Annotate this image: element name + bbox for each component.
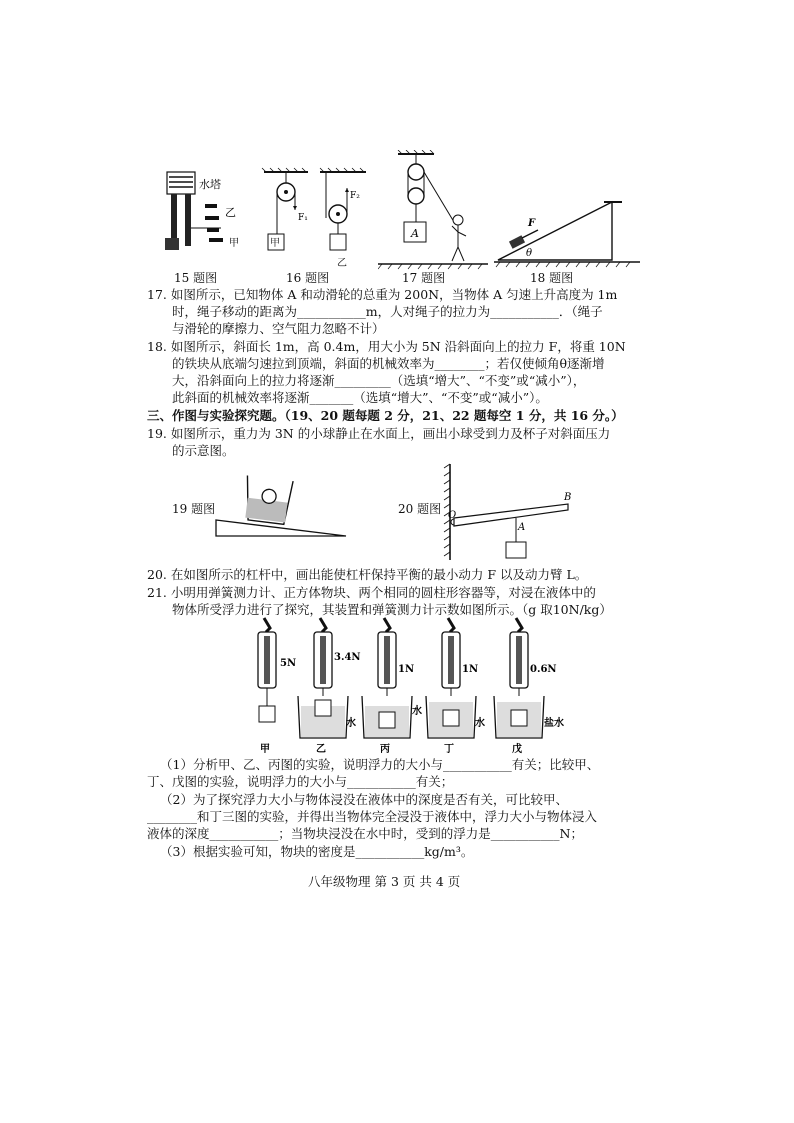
- reading-bing: 1N: [398, 664, 415, 675]
- fig19-caption: 19 题图: [172, 502, 216, 516]
- label-ding: 丁: [444, 744, 454, 754]
- fig16-f2: F₂: [350, 191, 360, 201]
- reading-jia: 5N: [280, 658, 297, 669]
- label-bing: 丙: [380, 744, 390, 754]
- fig15-tower-label: 水塔: [199, 178, 221, 191]
- q18-line3: 大，沿斜面向上的拉力将逐渐_________（选填“增大”、“不变”或“减小”），: [172, 373, 586, 388]
- liquid-wu: 盐水: [544, 718, 564, 729]
- label-jia: 甲: [260, 744, 270, 754]
- fig20-caption: 20 题图: [398, 502, 442, 516]
- fig16-yi: 乙: [337, 258, 347, 269]
- fig16-caption: 16 题图: [286, 271, 330, 285]
- spring-scale-jia: [258, 618, 276, 722]
- figure-21: [240, 614, 570, 754]
- q21-p2-line2: ________和丁三图的实验，并得出当物体完全浸没于液体中，浮力大小与物体浸入: [147, 809, 598, 824]
- fig15-jia-label: 甲: [229, 238, 239, 249]
- fig18-caption: 18 题图: [530, 271, 574, 285]
- spring-scale-wu: [494, 618, 544, 738]
- figure-20: [440, 460, 580, 560]
- fig18-angle: θ: [526, 248, 533, 259]
- liquid-yi: 水: [346, 718, 356, 729]
- q18-line2: 的铁块从底端匀速拉到顶端，斜面的机械效率为________；若仅使倾角θ逐渐增: [172, 356, 605, 371]
- figure-16: [258, 166, 378, 266]
- figure-17: [378, 150, 488, 270]
- reading-wu: 0.6N: [530, 664, 557, 675]
- spring-scale-ding: [426, 618, 479, 738]
- fig20-b: B: [564, 492, 572, 503]
- q18-line4: 此斜面的机械效率将逐渐_______（选填“增大”、“不变”或“减小”）。: [172, 390, 548, 405]
- q19-line2: 的示意图。: [172, 443, 235, 458]
- label-yi: 乙: [316, 744, 326, 754]
- figure-15: [155, 168, 245, 268]
- reading-ding: 1N: [462, 664, 479, 675]
- q17-line3: 与滑轮的摩擦力、空气阻力忽略不计）: [172, 321, 385, 336]
- figure-18: [494, 198, 640, 268]
- fig20-a: A: [518, 522, 526, 533]
- fig15-caption: 15 题图: [174, 271, 218, 285]
- figure-19: [214, 470, 354, 540]
- q21-p2-line3: 液体的深度___________；当物块浸没在水中时，受到的浮力是___________N；: [147, 826, 583, 841]
- q18-line1: 18. 如图所示，斜面长 1m，高 0.4m，用大小为 5N 沿斜面向上的拉力 F，将重 10N: [147, 339, 626, 354]
- fig16-jia: 甲: [270, 238, 280, 249]
- q19-line1: 19. 如图所示，重力为 3N 的小球静止在水面上，画出小球受到力及杯子对斜面压力: [147, 426, 611, 441]
- q21-p1-line2: 丁、戊图的实验，说明浮力的大小与___________有关；: [147, 774, 454, 789]
- spring-scale-yi: [298, 618, 348, 738]
- fig15-yi-label: 乙: [225, 206, 236, 219]
- q21-p1-line1: （1）分析甲、乙、丙图的实验，说明浮力的大小与___________有关；比较甲、: [160, 757, 600, 772]
- q17-line1: 17. 如图所示，已知物体 A 和动滑轮的总重为 200N，当物体 A 匀速上升高度为 1m: [147, 287, 618, 302]
- spring-scale-bing: [362, 618, 415, 738]
- label-wu: 戊: [512, 744, 522, 754]
- page-footer: 八年级物理 第 3 页 共 4 页: [308, 874, 461, 889]
- reading-yi: 3.4N: [334, 652, 361, 663]
- q21-line1: 21. 小明用弹簧测力计、正方体物块、两个相同的圆柱形容器等，对浸在液体中的: [147, 585, 596, 600]
- liquid-ding: 水: [475, 718, 485, 729]
- q21-p3-line1: （3）根据实验可知，物块的密度是___________kg/m³。: [160, 844, 474, 859]
- fig20-o: O: [448, 510, 457, 521]
- q21-line2: 物体所受浮力进行了探究，其装置和弹簧测力计示数如图所示。（g 取10N/kg）: [172, 602, 612, 617]
- section3-heading: 三、作图与实验探究题。（19、20 题每题 2 分，21、22 题每空 1 分，共 16 分。）: [147, 408, 624, 423]
- fig16-f1: F₁: [298, 213, 308, 223]
- q20-text: 20. 在如图所示的杠杆中，画出能使杠杆保持平衡的最小动力 F 以及动力臂 L。: [147, 567, 588, 582]
- q17-line2: 时，绳子移动的距离为___________m，人对绳子的拉力为___________．（绳子: [172, 304, 603, 319]
- fig18-force: F: [528, 218, 536, 229]
- fig17-block-label: A: [411, 227, 419, 240]
- q21-p2-line1: （2）为了探究浮力大小与物体浸没在液体中的深度是否有关，可比较甲、: [160, 792, 568, 807]
- fig17-caption: 17 题图: [402, 271, 446, 285]
- liquid-bing: 水: [412, 706, 422, 717]
